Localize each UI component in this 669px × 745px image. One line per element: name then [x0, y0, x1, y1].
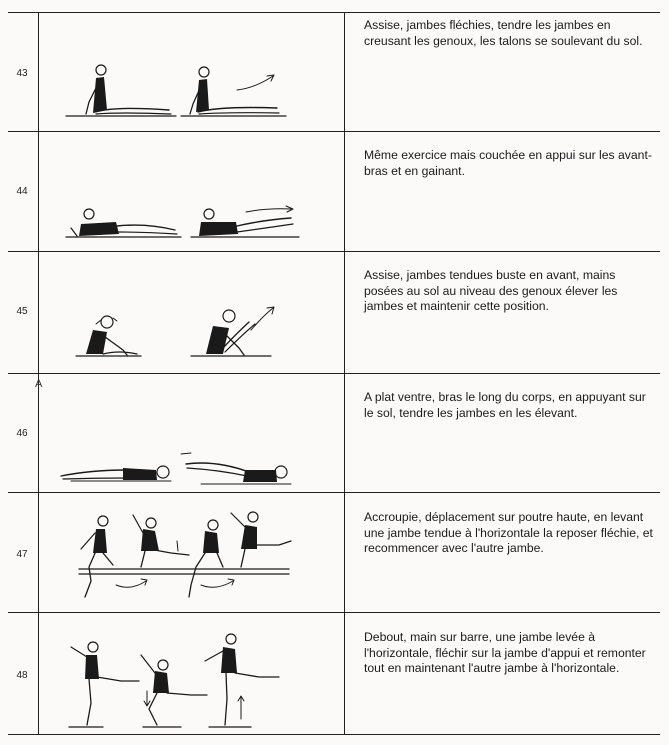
exercise-number: 44	[16, 186, 28, 197]
row-divider	[8, 251, 660, 252]
exercise-number: 43	[16, 68, 28, 79]
exercise-figure-45	[41, 300, 344, 362]
exercise-figure-44	[41, 192, 344, 247]
stray-mark: A	[35, 378, 43, 390]
column-divider-number	[38, 12, 39, 735]
exercise-number: 47	[16, 549, 28, 560]
table-top-border	[8, 12, 660, 13]
exercise-description: Accroupie, déplacement sur poutre haute, en levant une jambe tendue à l'horizontale la reposer fléchie, et recommencer avec l'autre jambe.	[364, 510, 653, 555]
exercise-number: 46	[16, 428, 28, 439]
exercise-figure-46	[41, 448, 344, 490]
exercise-description: Assise, jambes fléchies, tendre les jambes en creusant les genoux, les talons se soulevant du sol.	[364, 18, 643, 48]
exercise-figure-47	[41, 505, 344, 605]
exercise-figure-48	[41, 625, 344, 733]
exercise-description: Assise, jambes tendues buste en avant, mains posées au sol au niveau des genoux élever les jambes et maintenir cette position.	[364, 268, 618, 313]
exercise-number: 45	[16, 306, 28, 317]
exercise-description: Même exercice mais couchée en appui sur les avant-bras et en gainant.	[364, 148, 652, 178]
row-divider	[8, 612, 660, 613]
row-divider	[8, 492, 660, 493]
exercise-figure-43	[41, 40, 344, 125]
table-bottom-border	[8, 734, 660, 735]
row-divider	[8, 373, 660, 374]
exercise-description: A plat ventre, bras le long du corps, en appuyant sur le sol, tendre les jambes en les élevant.	[364, 390, 646, 420]
column-divider-figure	[344, 12, 345, 735]
exercise-number: 48	[16, 670, 28, 681]
row-divider	[8, 131, 660, 132]
exercise-description: Debout, main sur barre, une jambe levée à l'horizontale, fléchir sur la jambe d'appui et remonter tout en maintenant l'autre jambe à l'horizontale.	[364, 630, 646, 675]
